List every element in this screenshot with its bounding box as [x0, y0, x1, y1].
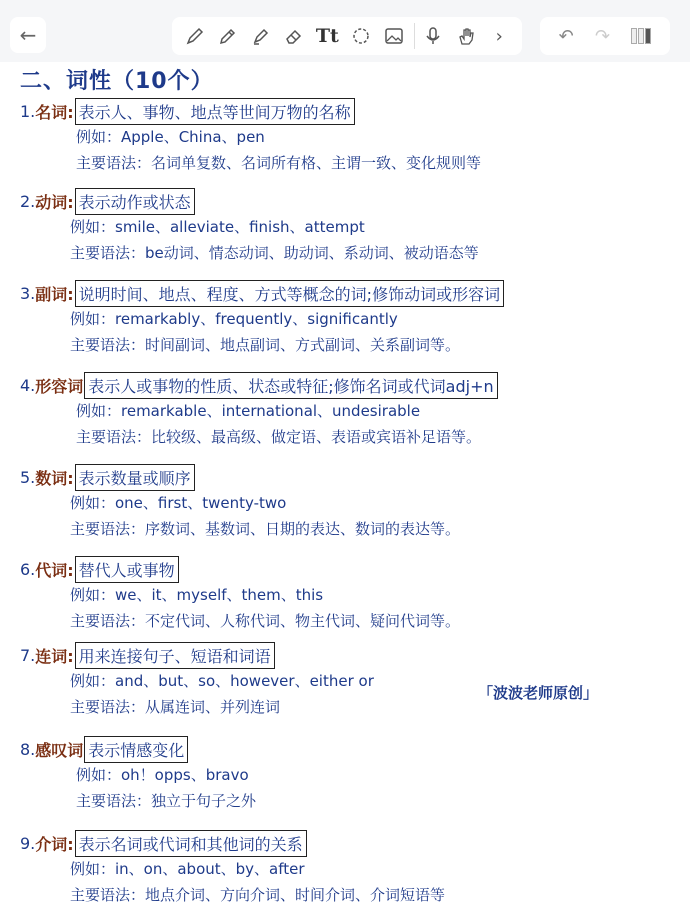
pen-icon[interactable]	[182, 23, 208, 49]
definition-box: 表示名词或代词和其他词的关系	[75, 830, 307, 857]
grammar-text: 主要语法：独立于句子之外	[76, 792, 257, 810]
example-text: 例如：remarkably、frequently、significantly	[70, 310, 398, 328]
list-item: 4. 形容词 表示人或事物的性质、状态或特征;修饰名词或代词adj+n 例如：remarkable、international、undesirable 主要语法：比较级、最高级、做定语、表语或宾语补足语等。	[20, 372, 680, 450]
grammar-text: 主要语法：不定代词、人称代词、物主代词、疑问代词等。	[70, 612, 461, 630]
definition-box: 表示数量或顺序	[75, 464, 195, 491]
example-text: 例如：in、on、about、by、after	[70, 860, 305, 878]
list-item: 5. 数词: 表示数量或顺序 例如：one、first、twenty-two 主要语法：序数词、基数词、日期的表达、数词的表达等。	[20, 464, 680, 542]
example-text: 例如：remarkable、international、undesirable	[76, 402, 421, 420]
example-text: 例如：and、but、so、however、either or	[70, 672, 374, 690]
grammar-text: 主要语法：时间副词、地点副词、方式副词、关系副词等。	[70, 336, 461, 354]
author-credit: 「波波老师原创」	[478, 684, 599, 702]
list-item: 9. 介词: 表示名词或代词和其他词的关系 例如：in、on、about、by、after 主要语法：地点介词、方向介词、时间介词、介词短语等	[20, 830, 680, 908]
example-text: 例如：Apple、China、pen	[76, 128, 265, 146]
term-label: 数词:	[35, 468, 74, 488]
term-label: 介词:	[35, 834, 74, 854]
drawing-tools	[172, 17, 522, 55]
term-label: 代词:	[35, 560, 74, 580]
definition-box: 替代人或事物	[75, 556, 179, 583]
list-item: 2. 动词: 表示动作或状态 例如：smile、alleviate、finish、attempt 主要语法：be动词、情态动词、助动词、系动词、被动语态等	[20, 188, 680, 266]
lasso-icon[interactable]	[348, 23, 374, 49]
example-text: 例如：oh！opps、bravo	[76, 766, 249, 784]
example-text: 例如：smile、alleviate、finish、attempt	[70, 218, 365, 236]
pages-icon[interactable]	[631, 26, 651, 46]
eraser-icon[interactable]	[281, 23, 307, 49]
term-label: 形容词	[35, 376, 84, 396]
example-text: 例如：one、first、twenty-two	[70, 494, 287, 512]
grammar-text: 主要语法：比较级、最高级、做定语、表语或宾语补足语等。	[76, 428, 482, 446]
grammar-text: 主要语法：从属连词、并列连词	[70, 698, 281, 716]
grammar-text: 主要语法：地点介词、方向介词、时间介词、介词短语等	[70, 886, 446, 904]
definition-box: 表示动作或状态	[75, 188, 195, 215]
example-text: 例如：we、it、myself、them、this	[70, 586, 324, 604]
term-label: 感叹词	[35, 740, 84, 760]
list-item: 6. 代词: 替代人或事物 例如：we、it、myself、them、this 主要语法：不定代词、人称代词、物主代词、疑问代词等。	[20, 556, 680, 634]
grammar-text: 主要语法：be动词、情态动词、助动词、系动词、被动语态等	[70, 244, 479, 262]
definition-box: 表示人或事物的性质、状态或特征;修饰名词或代词adj+n	[84, 372, 497, 399]
grammar-text: 主要语法：序数词、基数词、日期的表达、数词的表达等。	[70, 520, 461, 538]
list-item: 8. 感叹词 表示情感变化 例如：oh！opps、bravo 主要语法：独立于句子之外	[20, 736, 680, 814]
back-button[interactable]	[10, 17, 46, 53]
list-item: 3. 副词: 说明时间、地点、程度、方式等概念的词;修饰动词或形容词 例如：remarkably、frequently、significantly 主要语法：时间副词、地点副词、方式副词、关系副词等。	[20, 280, 680, 358]
term-label: 名词:	[35, 102, 74, 122]
redo-icon[interactable]: ↷	[594, 25, 611, 47]
toolbar	[0, 0, 690, 62]
mic-icon[interactable]	[414, 23, 446, 49]
list-item: 1. 名词: 表示人、事物、地点等世间万物的名称 例如：Apple、China、pen 主要语法：名词单复数、名词所有格、主谓一致、变化规则等	[20, 98, 680, 176]
history-controls	[540, 17, 670, 55]
definition-box: 表示人、事物、地点等世间万物的名称	[75, 98, 355, 125]
undo-icon[interactable]: ↶	[558, 25, 574, 47]
highlighter-icon[interactable]	[248, 23, 274, 49]
pencil-icon[interactable]	[215, 23, 241, 49]
definition-box: 表示情感变化	[84, 736, 188, 763]
text-tool-icon[interactable]: Tt	[315, 25, 339, 47]
term-label: 动词:	[35, 192, 74, 212]
chevron-right-icon[interactable]: ›	[495, 25, 503, 47]
definition-box: 用来连接句子、短语和词语	[75, 642, 275, 669]
page-title: 二、词性（10个）	[20, 69, 214, 94]
term-label: 连词:	[35, 646, 74, 666]
term-label: 副词:	[35, 284, 74, 304]
hand-icon[interactable]	[453, 23, 479, 49]
arrow-left-icon: ←	[19, 23, 37, 47]
grammar-text: 主要语法：名词单复数、名词所有格、主谓一致、变化规则等	[76, 154, 482, 172]
list-item: 7. 连词: 用来连接句子、短语和词语 例如：and、but、so、however、either or 主要语法：从属连词、并列连词	[20, 642, 680, 720]
image-icon[interactable]	[381, 23, 407, 49]
definition-box: 说明时间、地点、程度、方式等概念的词;修饰动词或形容词	[75, 280, 504, 307]
